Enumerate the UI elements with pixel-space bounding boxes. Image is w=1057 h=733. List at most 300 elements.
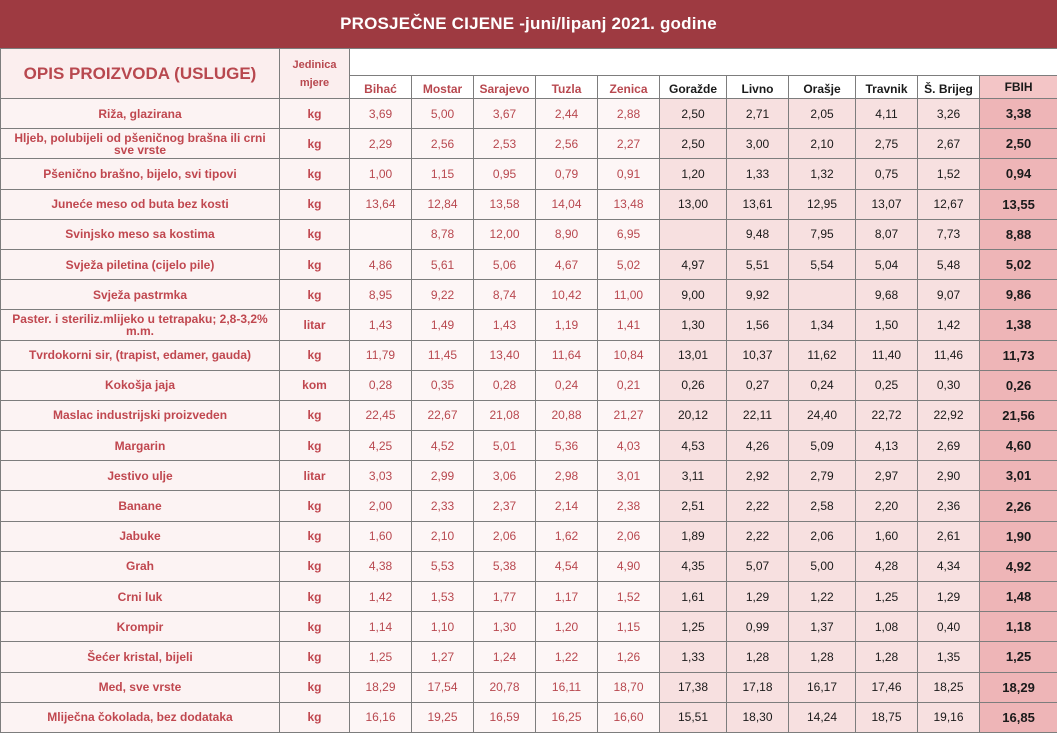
table-row	[1, 159, 1057, 189]
price-cell: 13,01	[660, 340, 727, 370]
price-cell: 1,43	[350, 310, 412, 340]
price-cell: 3,00	[727, 129, 789, 159]
product-name: Paster. i steriliz.mlijeko u tetrapaku; 2,8-3,2% m.m.	[1, 310, 280, 340]
price-cell: 1,52	[918, 159, 980, 189]
price-cell: 1,28	[789, 642, 856, 672]
price-cell: 1,28	[727, 642, 789, 672]
product-name: Margarin	[1, 431, 280, 461]
price-cell: 3,11	[660, 461, 727, 491]
price-cell: 11,00	[598, 280, 660, 310]
price-cell: 8,74	[474, 280, 536, 310]
price-cell: 19,16	[918, 702, 980, 732]
city-column-header: Sarajevo	[474, 76, 536, 99]
unit-cell: litar	[280, 461, 350, 491]
table-row	[1, 551, 1057, 581]
table-row	[1, 129, 1057, 159]
price-cell: 8,78	[412, 219, 474, 249]
fbih-average-cell: 13,55	[980, 189, 1057, 219]
price-cell: 1,53	[412, 582, 474, 612]
price-cell: 5,36	[536, 431, 598, 461]
price-cell: 2,50	[660, 129, 727, 159]
price-cell: 1,42	[350, 582, 412, 612]
unit-cell: kg	[280, 612, 350, 642]
price-cell: 5,02	[598, 249, 660, 279]
price-cell: 5,48	[918, 249, 980, 279]
product-name: Crni luk	[1, 582, 280, 612]
price-cell: 2,71	[727, 99, 789, 129]
price-cell: 2,88	[598, 99, 660, 129]
price-cell: 1,08	[856, 612, 918, 642]
header-spacer	[350, 49, 1057, 76]
unit-cell: kg	[280, 521, 350, 551]
price-cell: 2,69	[918, 431, 980, 461]
price-cell: 2,56	[412, 129, 474, 159]
product-name: Kokošja jaja	[1, 370, 280, 400]
price-cell: 1,42	[918, 310, 980, 340]
price-cell: 1,43	[474, 310, 536, 340]
price-cell: 10,42	[536, 280, 598, 310]
price-cell: 1,25	[350, 642, 412, 672]
unit-cell: kg	[280, 340, 350, 370]
price-cell: 2,98	[536, 461, 598, 491]
price-cell: 13,48	[598, 189, 660, 219]
city-column-header: Orašje	[789, 76, 856, 99]
price-cell	[660, 219, 727, 249]
product-name: Pšenično brašno, bijelo, svi tipovi	[1, 159, 280, 189]
price-cell: 3,69	[350, 99, 412, 129]
fbih-column-header: FBIH	[980, 76, 1057, 99]
price-cell: 2,20	[856, 491, 918, 521]
price-cell: 1,20	[536, 612, 598, 642]
price-cell: 13,61	[727, 189, 789, 219]
price-cell: 14,24	[789, 702, 856, 732]
table-row	[1, 612, 1057, 642]
table-row	[1, 310, 1057, 340]
price-cell: 1,22	[789, 582, 856, 612]
fbih-average-cell: 11,73	[980, 340, 1057, 370]
price-cell: 5,53	[412, 551, 474, 581]
price-cell: 1,89	[660, 521, 727, 551]
city-column-header: Š. Brijeg	[918, 76, 980, 99]
price-cell: 2,33	[412, 491, 474, 521]
price-cell: 0,24	[789, 370, 856, 400]
price-cell: 1,19	[536, 310, 598, 340]
product-name: Šećer kristal, bijeli	[1, 642, 280, 672]
price-cell: 9,92	[727, 280, 789, 310]
table-row	[1, 521, 1057, 551]
price-cell: 2,79	[789, 461, 856, 491]
unit-cell: kg	[280, 642, 350, 672]
price-cell: 17,46	[856, 672, 918, 702]
price-cell: 11,64	[536, 340, 598, 370]
fbih-average-cell: 4,60	[980, 431, 1057, 461]
fbih-average-cell: 1,38	[980, 310, 1057, 340]
price-cell: 2,10	[412, 521, 474, 551]
price-cell: 0,79	[536, 159, 598, 189]
table-row	[1, 219, 1057, 249]
price-cell: 13,58	[474, 189, 536, 219]
price-cell: 2,37	[474, 491, 536, 521]
price-cell: 2,97	[856, 461, 918, 491]
price-cell: 1,00	[350, 159, 412, 189]
price-cell: 1,33	[660, 642, 727, 672]
price-cell: 1,49	[412, 310, 474, 340]
price-cell: 10,84	[598, 340, 660, 370]
price-cell: 5,07	[727, 551, 789, 581]
product-name: Riža, glazirana	[1, 99, 280, 129]
product-name: Svježa pastrmka	[1, 280, 280, 310]
price-cell: 12,84	[412, 189, 474, 219]
price-cell: 17,54	[412, 672, 474, 702]
price-cell: 0,75	[856, 159, 918, 189]
price-cell: 22,67	[412, 400, 474, 430]
price-cell: 20,78	[474, 672, 536, 702]
price-cell: 9,00	[660, 280, 727, 310]
table-row	[1, 280, 1057, 310]
price-cell: 2,53	[474, 129, 536, 159]
price-cell: 1,41	[598, 310, 660, 340]
product-name: Tvrdokorni sir, (trapist, edamer, gauda)	[1, 340, 280, 370]
price-cell: 2,50	[660, 99, 727, 129]
price-cell: 0,28	[474, 370, 536, 400]
price-cell: 7,95	[789, 219, 856, 249]
city-column-header: Goražde	[660, 76, 727, 99]
price-cell: 11,62	[789, 340, 856, 370]
price-cell: 3,26	[918, 99, 980, 129]
fbih-average-cell: 5,02	[980, 249, 1057, 279]
city-column-header: Livno	[727, 76, 789, 99]
price-cell: 2,14	[536, 491, 598, 521]
price-table	[0, 48, 1057, 733]
price-cell: 4,26	[727, 431, 789, 461]
price-cell: 3,67	[474, 99, 536, 129]
price-cell: 11,46	[918, 340, 980, 370]
price-cell: 5,01	[474, 431, 536, 461]
price-cell: 2,22	[727, 491, 789, 521]
unit-cell: kg	[280, 219, 350, 249]
price-cell: 4,35	[660, 551, 727, 581]
price-cell: 1,60	[856, 521, 918, 551]
price-cell: 1,25	[856, 582, 918, 612]
price-cell: 1,15	[412, 159, 474, 189]
price-cell: 13,07	[856, 189, 918, 219]
price-table-container	[0, 48, 1057, 726]
price-cell: 18,70	[598, 672, 660, 702]
fbih-average-cell: 1,48	[980, 582, 1057, 612]
price-cell: 1,14	[350, 612, 412, 642]
price-cell: 14,04	[536, 189, 598, 219]
price-cell: 1,33	[727, 159, 789, 189]
price-cell: 1,35	[918, 642, 980, 672]
table-row	[1, 400, 1057, 430]
fbih-average-cell: 0,94	[980, 159, 1057, 189]
table-row	[1, 249, 1057, 279]
price-cell: 0,26	[660, 370, 727, 400]
fbih-average-cell: 2,50	[980, 129, 1057, 159]
price-cell: 20,88	[536, 400, 598, 430]
price-cell: 12,67	[918, 189, 980, 219]
price-cell: 4,38	[350, 551, 412, 581]
price-cell: 1,52	[598, 582, 660, 612]
price-cell: 24,40	[789, 400, 856, 430]
unit-cell: kg	[280, 400, 350, 430]
price-cell: 1,29	[918, 582, 980, 612]
price-cell: 4,25	[350, 431, 412, 461]
price-cell: 2,22	[727, 521, 789, 551]
price-cell: 20,12	[660, 400, 727, 430]
unit-cell: kg	[280, 280, 350, 310]
table-row	[1, 340, 1057, 370]
fbih-average-cell: 18,29	[980, 672, 1057, 702]
price-cell: 5,00	[412, 99, 474, 129]
price-cell: 1,62	[536, 521, 598, 551]
price-cell: 0,30	[918, 370, 980, 400]
price-cell: 2,06	[474, 521, 536, 551]
table-body	[1, 99, 1057, 733]
unit-cell: kg	[280, 99, 350, 129]
product-name: Krompir	[1, 612, 280, 642]
price-cell: 6,95	[598, 219, 660, 249]
price-cell: 15,51	[660, 702, 727, 732]
price-cell: 10,37	[727, 340, 789, 370]
product-name: Maslac industrijski proizveden	[1, 400, 280, 430]
price-cell: 9,07	[918, 280, 980, 310]
table-row	[1, 491, 1057, 521]
fbih-average-cell: 1,18	[980, 612, 1057, 642]
price-cell: 2,38	[598, 491, 660, 521]
price-cell: 0,95	[474, 159, 536, 189]
product-name: Svježa piletina (cijelo pile)	[1, 249, 280, 279]
price-cell: 8,07	[856, 219, 918, 249]
city-column-header: Zenica	[598, 76, 660, 99]
price-cell: 1,61	[660, 582, 727, 612]
table-row	[1, 582, 1057, 612]
unit-cell: litar	[280, 310, 350, 340]
price-cell: 1,30	[660, 310, 727, 340]
price-cell: 5,09	[789, 431, 856, 461]
price-cell: 21,08	[474, 400, 536, 430]
unit-cell: kom	[280, 370, 350, 400]
table-row	[1, 672, 1057, 702]
price-cell: 4,90	[598, 551, 660, 581]
price-cell: 18,75	[856, 702, 918, 732]
fbih-average-cell: 16,85	[980, 702, 1057, 732]
price-cell: 4,28	[856, 551, 918, 581]
price-cell: 19,25	[412, 702, 474, 732]
price-cell: 4,54	[536, 551, 598, 581]
price-cell: 2,27	[598, 129, 660, 159]
table-row	[1, 461, 1057, 491]
price-cell: 0,40	[918, 612, 980, 642]
price-cell: 1,17	[536, 582, 598, 612]
price-cell: 7,73	[918, 219, 980, 249]
price-cell: 2,75	[856, 129, 918, 159]
price-cell: 4,11	[856, 99, 918, 129]
price-cell: 2,56	[536, 129, 598, 159]
price-cell: 11,79	[350, 340, 412, 370]
price-cell: 2,92	[727, 461, 789, 491]
table-row	[1, 642, 1057, 672]
price-cell: 8,90	[536, 219, 598, 249]
fbih-average-cell: 21,56	[980, 400, 1057, 430]
product-name: Med, sve vrste	[1, 672, 280, 702]
price-cell: 5,04	[856, 249, 918, 279]
price-cell: 18,25	[918, 672, 980, 702]
price-cell: 1,29	[727, 582, 789, 612]
price-cell: 16,11	[536, 672, 598, 702]
price-cell: 5,00	[789, 551, 856, 581]
product-name: Banane	[1, 491, 280, 521]
price-cell: 0,35	[412, 370, 474, 400]
fbih-average-cell: 8,88	[980, 219, 1057, 249]
table-row	[1, 189, 1057, 219]
unit-cell: kg	[280, 582, 350, 612]
price-cell: 2,58	[789, 491, 856, 521]
fbih-average-cell: 1,25	[980, 642, 1057, 672]
price-cell: 4,34	[918, 551, 980, 581]
price-cell: 1,20	[660, 159, 727, 189]
price-cell: 0,21	[598, 370, 660, 400]
price-cell: 4,67	[536, 249, 598, 279]
fbih-average-cell: 4,92	[980, 551, 1057, 581]
price-cell: 2,29	[350, 129, 412, 159]
price-cell: 2,06	[598, 521, 660, 551]
fbih-average-cell: 1,90	[980, 521, 1057, 551]
price-cell: 1,34	[789, 310, 856, 340]
price-cell: 5,54	[789, 249, 856, 279]
city-column-header: Bihać	[350, 76, 412, 99]
unit-column-header: Jedinica mjere	[280, 49, 350, 99]
description-column-header: OPIS PROIZVODA (USLUGE)	[1, 49, 280, 99]
price-cell: 4,86	[350, 249, 412, 279]
price-cell: 5,38	[474, 551, 536, 581]
price-cell: 2,99	[412, 461, 474, 491]
price-cell: 2,00	[350, 491, 412, 521]
product-name: Grah	[1, 551, 280, 581]
price-cell: 2,90	[918, 461, 980, 491]
price-cell: 1,56	[727, 310, 789, 340]
price-cell: 11,45	[412, 340, 474, 370]
price-cell: 13,00	[660, 189, 727, 219]
price-cell: 16,60	[598, 702, 660, 732]
page-title: PROSJEČNE CIJENE -juni/lipanj 2021. godine	[0, 0, 1057, 49]
price-cell: 22,45	[350, 400, 412, 430]
price-cell	[789, 280, 856, 310]
unit-cell: kg	[280, 702, 350, 732]
price-cell: 17,18	[727, 672, 789, 702]
product-name: Svinjsko meso sa kostima	[1, 219, 280, 249]
table-row	[1, 370, 1057, 400]
price-cell: 22,72	[856, 400, 918, 430]
unit-cell: kg	[280, 491, 350, 521]
price-cell: 22,92	[918, 400, 980, 430]
price-cell: 0,99	[727, 612, 789, 642]
price-cell: 1,27	[412, 642, 474, 672]
city-column-header: Travnik	[856, 76, 918, 99]
price-cell: 16,59	[474, 702, 536, 732]
price-cell: 16,17	[789, 672, 856, 702]
price-cell: 13,40	[474, 340, 536, 370]
price-cell: 1,37	[789, 612, 856, 642]
price-cell: 9,22	[412, 280, 474, 310]
unit-cell: kg	[280, 189, 350, 219]
price-cell: 4,13	[856, 431, 918, 461]
price-cell: 0,28	[350, 370, 412, 400]
price-cell: 1,30	[474, 612, 536, 642]
price-cell: 4,97	[660, 249, 727, 279]
table-row	[1, 99, 1057, 129]
price-cell: 2,05	[789, 99, 856, 129]
unit-cell: kg	[280, 672, 350, 702]
price-cell: 2,06	[789, 521, 856, 551]
price-cell: 1,60	[350, 521, 412, 551]
price-cell	[350, 219, 412, 249]
unit-cell: kg	[280, 129, 350, 159]
price-cell: 0,91	[598, 159, 660, 189]
unit-cell: kg	[280, 551, 350, 581]
unit-cell: kg	[280, 431, 350, 461]
price-cell: 4,03	[598, 431, 660, 461]
price-cell: 2,36	[918, 491, 980, 521]
table-row	[1, 702, 1057, 732]
unit-cell: kg	[280, 159, 350, 189]
price-cell: 11,40	[856, 340, 918, 370]
price-cell: 2,67	[918, 129, 980, 159]
price-cell: 2,10	[789, 129, 856, 159]
price-cell: 22,11	[727, 400, 789, 430]
price-cell: 9,48	[727, 219, 789, 249]
fbih-average-cell: 3,38	[980, 99, 1057, 129]
price-cell: 5,51	[727, 249, 789, 279]
table-header	[1, 49, 1057, 99]
unit-cell: kg	[280, 249, 350, 279]
price-cell: 1,28	[856, 642, 918, 672]
price-cell: 3,03	[350, 461, 412, 491]
price-cell: 3,01	[598, 461, 660, 491]
price-cell: 2,51	[660, 491, 727, 521]
city-column-header: Mostar	[412, 76, 474, 99]
fbih-average-cell: 9,86	[980, 280, 1057, 310]
price-cell: 18,29	[350, 672, 412, 702]
price-cell: 18,30	[727, 702, 789, 732]
price-cell: 2,44	[536, 99, 598, 129]
price-cell: 8,95	[350, 280, 412, 310]
price-cell: 16,16	[350, 702, 412, 732]
price-cell: 1,25	[660, 612, 727, 642]
table-row	[1, 431, 1057, 461]
price-cell: 16,25	[536, 702, 598, 732]
product-name: Jestivo ulje	[1, 461, 280, 491]
price-cell: 1,22	[536, 642, 598, 672]
price-cell: 5,06	[474, 249, 536, 279]
price-cell: 0,24	[536, 370, 598, 400]
price-cell: 12,00	[474, 219, 536, 249]
price-cell: 1,24	[474, 642, 536, 672]
fbih-average-cell: 0,26	[980, 370, 1057, 400]
price-cell: 1,10	[412, 612, 474, 642]
price-cell: 17,38	[660, 672, 727, 702]
product-name: Hljeb, polubijeli od pšeničnog brašna ili crni sve vrste	[1, 129, 280, 159]
product-name: Juneće meso od buta bez kosti	[1, 189, 280, 219]
product-name: Mliječna čokolada, bez dodataka	[1, 702, 280, 732]
price-cell: 4,52	[412, 431, 474, 461]
price-cell: 1,32	[789, 159, 856, 189]
price-cell: 13,64	[350, 189, 412, 219]
city-column-header: Tuzla	[536, 76, 598, 99]
price-cell: 12,95	[789, 189, 856, 219]
price-cell: 4,53	[660, 431, 727, 461]
price-cell: 1,26	[598, 642, 660, 672]
